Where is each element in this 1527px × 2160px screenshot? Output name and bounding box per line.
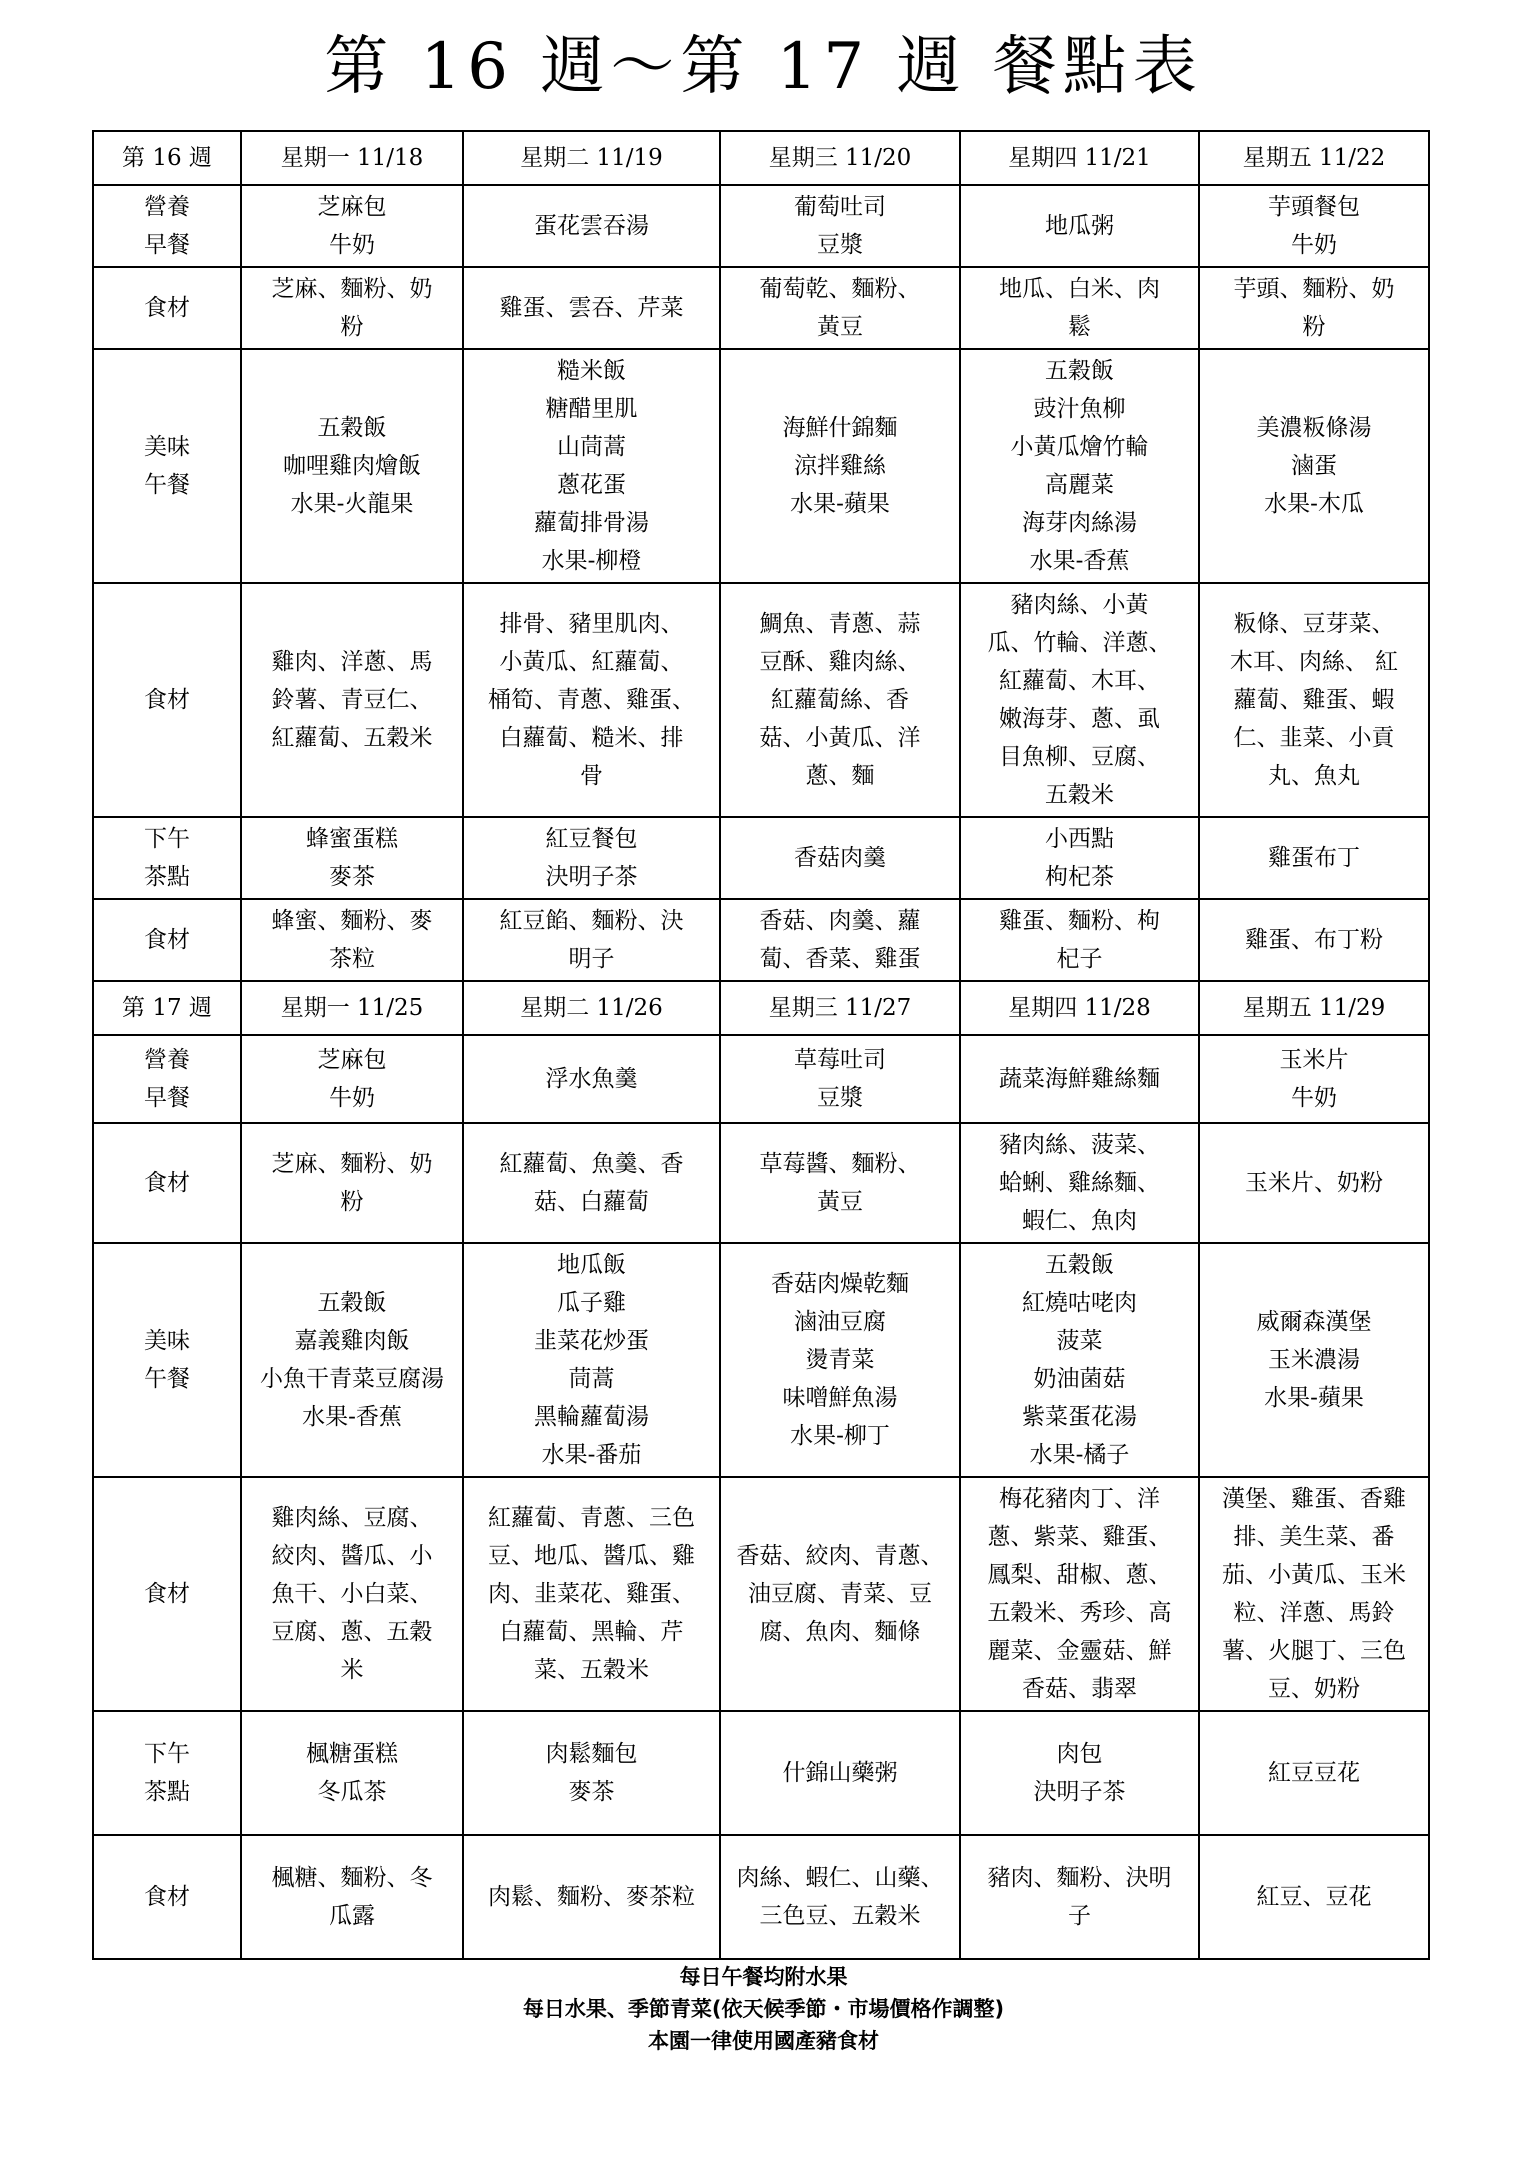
menu-cell: 香菇肉羹 (720, 817, 960, 899)
menu-cell: 香菇肉燥乾麵 滷油豆腐 燙青菜 味噌鮮魚湯 水果-柳丁 (720, 1243, 960, 1477)
menu-cell: 紅蘿蔔、魚羹、香 菇、白蘿蔔 (463, 1123, 720, 1243)
menu-cell: 鯛魚、青蔥、蒜 豆酥、雞肉絲、 紅蘿蔔絲、香 菇、小黃瓜、洋 蔥、麵 (720, 583, 960, 817)
menu-cell: 肉鬆、麵粉、麥茶粒 (463, 1835, 720, 1959)
row-lunch-ingredients (93, 583, 1429, 817)
menu-table (92, 130, 1430, 1960)
menu-cell: 芋頭餐包 牛奶 (1199, 185, 1429, 267)
menu-cell: 紅豆豆花 (1199, 1711, 1429, 1835)
day-header: 星期二 11/19 (463, 131, 720, 185)
menu-cell: 肉包 決明子茶 (960, 1711, 1199, 1835)
row-label: 食材 (93, 1123, 241, 1243)
menu-cell: 玉米片 牛奶 (1199, 1035, 1429, 1123)
menu-cell: 楓糖、麵粉、冬 瓜露 (241, 1835, 463, 1959)
menu-cell: 肉絲、蝦仁、山藥、 三色豆、五穀米 (720, 1835, 960, 1959)
menu-cell: 雞蛋、布丁粉 (1199, 899, 1429, 981)
menu-cell: 草莓吐司 豆漿 (720, 1035, 960, 1123)
row-snack (93, 1711, 1429, 1835)
week-label: 第 17 週 (93, 981, 241, 1035)
week-label: 第 16 週 (93, 131, 241, 185)
menu-cell: 紅豆餐包 決明子茶 (463, 817, 720, 899)
row-lunch-ingredients (93, 1477, 1429, 1711)
day-header: 星期五 11/29 (1199, 981, 1429, 1035)
menu-cell: 玉米片、奶粉 (1199, 1123, 1429, 1243)
menu-cell: 芝麻包 牛奶 (241, 185, 463, 267)
menu-cell: 粄條、豆芽菜、 木耳、肉絲、 紅 蘿蔔、雞蛋、蝦 仁、韭菜、小貢 丸、魚丸 (1199, 583, 1429, 817)
menu-cell: 蜂蜜、麵粉、麥 茶粒 (241, 899, 463, 981)
menu-cell: 地瓜、白米、肉 鬆 (960, 267, 1199, 349)
menu-cell: 小西點 枸杞茶 (960, 817, 1199, 899)
menu-cell: 紅蘿蔔、青蔥、三色 豆、地瓜、醬瓜、雞 肉、韭菜花、雞蛋、 白蘿蔔、黑輪、芹 菜、五穀米 (463, 1477, 720, 1711)
menu-cell: 糙米飯 糖醋里肌 山茼蒿 蔥花蛋 蘿蔔排骨湯 水果-柳橙 (463, 349, 720, 583)
menu-cell: 楓糖蛋糕 冬瓜茶 (241, 1711, 463, 1835)
menu-cell: 香菇、肉羹、蘿 蔔、香菜、雞蛋 (720, 899, 960, 981)
row-label: 食材 (93, 1835, 241, 1959)
row-label: 食材 (93, 899, 241, 981)
week-header-row (93, 131, 1429, 185)
menu-cell: 紅豆、豆花 (1199, 1835, 1429, 1959)
day-header: 星期一 11/25 (241, 981, 463, 1035)
row-label: 食材 (93, 267, 241, 349)
row-label: 美味 午餐 (93, 349, 241, 583)
footer-line-3: 本園一律使用國產豬食材 (648, 2029, 879, 2053)
row-breakfast (93, 1035, 1429, 1123)
day-header: 星期五 11/22 (1199, 131, 1429, 185)
day-header: 星期二 11/26 (463, 981, 720, 1035)
footer-line-1: 每日午餐均附水果 (679, 1965, 848, 1989)
row-lunch (93, 349, 1429, 583)
menu-cell: 芝麻、麵粉、奶 粉 (241, 1123, 463, 1243)
menu-cell: 蔬菜海鮮雞絲麵 (960, 1035, 1199, 1123)
menu-cell: 葡萄吐司 豆漿 (720, 185, 960, 267)
day-header: 星期一 11/18 (241, 131, 463, 185)
menu-cell: 雞蛋、麵粉、枸 杞子 (960, 899, 1199, 981)
menu-cell: 葡萄乾、麵粉、 黃豆 (720, 267, 960, 349)
menu-cell: 蜂蜜蛋糕 麥茶 (241, 817, 463, 899)
menu-cell: 五穀飯 咖哩雞肉燴飯 水果-火龍果 (241, 349, 463, 583)
week-header-row (93, 981, 1429, 1035)
day-header: 星期三 11/20 (720, 131, 960, 185)
row-breakfast (93, 185, 1429, 267)
row-snack-ingredients (93, 1835, 1429, 1959)
row-label: 營養 早餐 (93, 1035, 241, 1123)
day-header: 星期四 11/28 (960, 981, 1199, 1035)
menu-cell: 梅花豬肉丁、洋 蔥、紫菜、雞蛋、 鳳梨、甜椒、蔥、 五穀米、秀珍、高 麗菜、金靈菇、鮮 香菇、翡翠 (960, 1477, 1199, 1711)
menu-cell: 漢堡、雞蛋、香雞 排、美生菜、番 茄、小黃瓜、玉米 粒、洋蔥、馬鈴 薯、火腿丁、三色 豆、奶粉 (1199, 1477, 1429, 1711)
row-lunch (93, 1243, 1429, 1477)
menu-cell: 排骨、豬里肌肉、 小黃瓜、紅蘿蔔、 桶筍、青蔥、雞蛋、 白蘿蔔、糙米、排 骨 (463, 583, 720, 817)
menu-cell: 雞蛋布丁 (1199, 817, 1429, 899)
menu-cell: 香菇、絞肉、青蔥、 油豆腐、青菜、豆 腐、魚肉、麵條 (720, 1477, 960, 1711)
menu-cell: 海鮮什錦麵 涼拌雞絲 水果-蘋果 (720, 349, 960, 583)
menu-cell: 威爾森漢堡 玉米濃湯 水果-蘋果 (1199, 1243, 1429, 1477)
row-label: 下午 茶點 (93, 1711, 241, 1835)
footer-line-2: 每日水果、季節青菜(依天候季節・市場價格作調整) (522, 1997, 1005, 2021)
menu-cell: 地瓜粥 (960, 185, 1199, 267)
row-breakfast-ingredients (93, 1123, 1429, 1243)
menu-cell: 五穀飯 豉汁魚柳 小黃瓜燴竹輪 高麗菜 海芽肉絲湯 水果-香蕉 (960, 349, 1199, 583)
menu-cell: 芝麻、麵粉、奶 粉 (241, 267, 463, 349)
menu-cell: 雞蛋、雲吞、芹菜 (463, 267, 720, 349)
menu-cell: 雞肉絲、豆腐、 絞肉、醬瓜、小 魚干、小白菜、 豆腐、蔥、五穀 米 (241, 1477, 463, 1711)
menu-cell: 芝麻包 牛奶 (241, 1035, 463, 1123)
menu-cell: 浮水魚羹 (463, 1035, 720, 1123)
menu-cell: 五穀飯 紅燒咕咾肉 菠菜 奶油菌菇 紫菜蛋花湯 水果-橘子 (960, 1243, 1199, 1477)
menu-cell: 肉鬆麵包 麥茶 (463, 1711, 720, 1835)
row-label: 食材 (93, 1477, 241, 1711)
menu-cell: 豬肉絲、菠菜、 蛤蜊、雞絲麵、 蝦仁、魚肉 (960, 1123, 1199, 1243)
menu-cell: 草莓醬、麵粉、 黃豆 (720, 1123, 960, 1243)
day-header: 星期三 11/27 (720, 981, 960, 1035)
page-title: 第 16 週～第 17 週 餐點表 (324, 30, 1203, 104)
row-label: 食材 (93, 583, 241, 817)
menu-cell: 豬肉、麵粉、決明 子 (960, 1835, 1199, 1959)
row-label: 營養 早餐 (93, 185, 241, 267)
menu-cell: 美濃粄條湯 滷蛋 水果-木瓜 (1199, 349, 1429, 583)
menu-cell: 五穀飯 嘉義雞肉飯 小魚干青菜豆腐湯 水果-香蕉 (241, 1243, 463, 1477)
menu-cell: 什錦山藥粥 (720, 1711, 960, 1835)
row-label: 下午 茶點 (93, 817, 241, 899)
menu-cell: 豬肉絲、小黃 瓜、竹輪、洋蔥、 紅蘿蔔、木耳、 嫩海芽、蔥、虱 目魚柳、豆腐、 五穀米 (960, 583, 1199, 817)
menu-cell: 紅豆餡、麵粉、決 明子 (463, 899, 720, 981)
row-snack-ingredients (93, 899, 1429, 981)
row-label: 美味 午餐 (93, 1243, 241, 1477)
row-breakfast-ingredients (93, 267, 1429, 349)
day-header: 星期四 11/21 (960, 131, 1199, 185)
row-snack (93, 817, 1429, 899)
menu-cell: 地瓜飯 瓜子雞 韭菜花炒蛋 茼蒿 黑輪蘿蔔湯 水果-番茄 (463, 1243, 720, 1477)
menu-cell: 雞肉、洋蔥、馬 鈴薯、青豆仁、 紅蘿蔔、五穀米 (241, 583, 463, 817)
menu-cell: 蛋花雲吞湯 (463, 185, 720, 267)
menu-cell: 芋頭、麵粉、奶 粉 (1199, 267, 1429, 349)
